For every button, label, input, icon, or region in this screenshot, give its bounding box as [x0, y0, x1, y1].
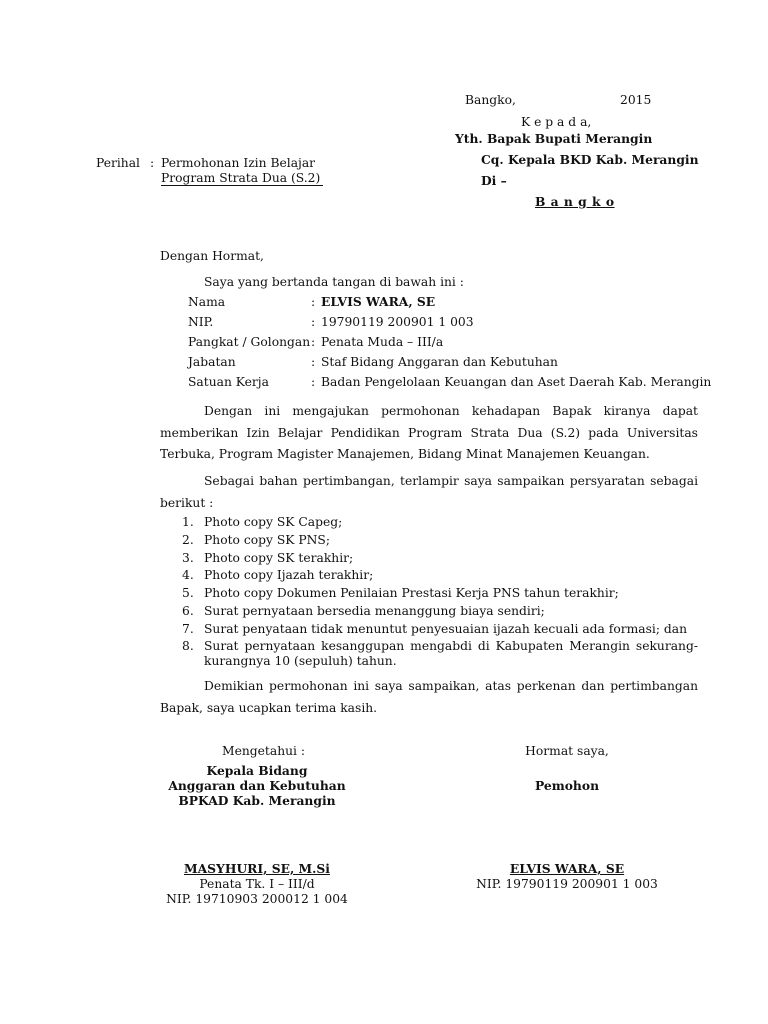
perihal-line-1: Permohonan Izin Belajar — [161, 156, 316, 170]
identity-value: 19790119 200901 1 003 — [321, 315, 474, 329]
identity-label: Pangkat / Golongan — [188, 335, 311, 349]
list-text: Surat pernyataan kesanggupan mengabdi di Kabupaten Merangin sekurang-kurangnya 10 (sepuluh) tahun. — [204, 638, 698, 669]
identity-label: Satuan Kerja — [188, 375, 269, 389]
list-number: 7. — [182, 621, 194, 636]
list-text: Photo copy SK PNS; — [204, 532, 330, 547]
recipient-city: B a n g k o — [535, 194, 615, 209]
list-item — [182, 532, 698, 550]
list-number: 3. — [182, 550, 194, 565]
list-number: 8. — [182, 638, 194, 653]
identity-label: Jabatan — [188, 355, 236, 369]
identity-value: ELVIS WARA, SE — [321, 294, 436, 309]
requirements-intro: Sebagai bahan pertimbangan, terlampir saya sampaikan persyaratan sebagai berikut : — [160, 474, 698, 510]
mengetahui-label: Mengetahui : — [222, 744, 306, 758]
left-title-3: BPKAD Kab. Merangin — [178, 793, 336, 808]
right-signer-nip: NIP. 19790119 200901 1 003 — [476, 877, 658, 891]
list-item — [182, 550, 698, 568]
identity-colon: : — [311, 375, 316, 389]
list-text: Photo copy SK Capeg; — [204, 515, 343, 529]
left-title-1: Kepala Bidang — [206, 763, 308, 778]
requirements-list — [182, 514, 698, 670]
intro-sentence: Saya yang bertanda tangan di bawah ini : — [204, 275, 464, 289]
list-text: Surat pernyataan bersedia menanggung biaya sendiri; — [204, 603, 545, 618]
request-paragraph: Dengan ini mengajukan permohonan kehadapan Bapak kiranya dapat memberikan Izin Belajar Pendidikan Program Strata Dua (S.2) pada Universitas Terbuka, Program Magister Manajemen, Bidang Minat Manajemen Keuangan. — [160, 404, 698, 461]
list-text: Photo copy SK terakhir; — [204, 550, 354, 565]
list-text: Photo copy Dokumen Penilaian Prestasi Kerja PNS tahun terakhir; — [204, 586, 619, 601]
recipient-line-3: Di – — [481, 173, 507, 188]
list-text: Surat penyataan tidak menuntut penyesuaian ijazah kecuali ada formasi; dan — [204, 621, 688, 636]
list-item — [182, 514, 698, 532]
place-date: Bangko, — [465, 93, 516, 107]
recipient-line-2: Cq. Kepala BKD Kab. Merangin — [481, 152, 699, 167]
greeting: Dengan Hormat, — [160, 249, 264, 263]
list-item — [182, 639, 698, 670]
pemohon-label: Pemohon — [534, 778, 600, 793]
left-signer-nip: NIP. 19710903 200012 1 004 — [166, 892, 348, 906]
left-signer-name: MASYHURI, SE, M.Si — [184, 861, 330, 876]
closing-paragraph: Demikian permohonan ini saya sampaikan, atas perkenan dan pertimbangan Bapak, saya ucapkan terima kasih. — [160, 679, 698, 715]
identity-label: NIP. — [188, 315, 214, 329]
perihal-colon: : — [150, 156, 155, 170]
list-number: 2. — [182, 532, 194, 547]
hormat-saya: Hormat saya, — [525, 744, 609, 758]
list-item — [182, 621, 698, 639]
list-number: 1. — [182, 515, 194, 529]
list-number: 4. — [182, 568, 194, 583]
recipient-line-1: Yth. Bapak Bupati Merangin — [455, 131, 653, 146]
identity-colon: : — [311, 295, 316, 309]
identity-value: Staf Bidang Anggaran dan Kebutuhan — [321, 355, 558, 369]
list-number: 6. — [182, 603, 194, 618]
right-signer-name: ELVIS WARA, SE — [509, 861, 625, 876]
list-item — [182, 567, 698, 585]
kepada-label: K e p a d a, — [521, 115, 592, 129]
perihal-label: Perihal — [96, 156, 140, 170]
list-item — [182, 603, 698, 621]
identity-value: Badan Pengelolaan Keuangan dan Aset Daerah Kab. Merangin — [321, 375, 712, 389]
identity-colon: : — [311, 335, 316, 349]
identity-colon: : — [311, 315, 316, 329]
perihal-line-2: Program Strata Dua (S.2) — [161, 171, 321, 185]
identity-label: Nama — [188, 295, 226, 309]
list-text: Photo copy Ijazah terakhir; — [204, 568, 374, 583]
identity-value: Penata Muda – III/a — [321, 335, 444, 349]
left-signer-rank: Penata Tk. I – III/d — [199, 877, 315, 891]
list-number: 5. — [182, 586, 194, 601]
list-item — [182, 585, 698, 603]
perihal-underline — [161, 185, 323, 186]
letter-year: 2015 — [620, 93, 652, 107]
identity-colon: : — [311, 355, 316, 369]
left-title-2: Anggaran dan Kebutuhan — [168, 778, 346, 793]
